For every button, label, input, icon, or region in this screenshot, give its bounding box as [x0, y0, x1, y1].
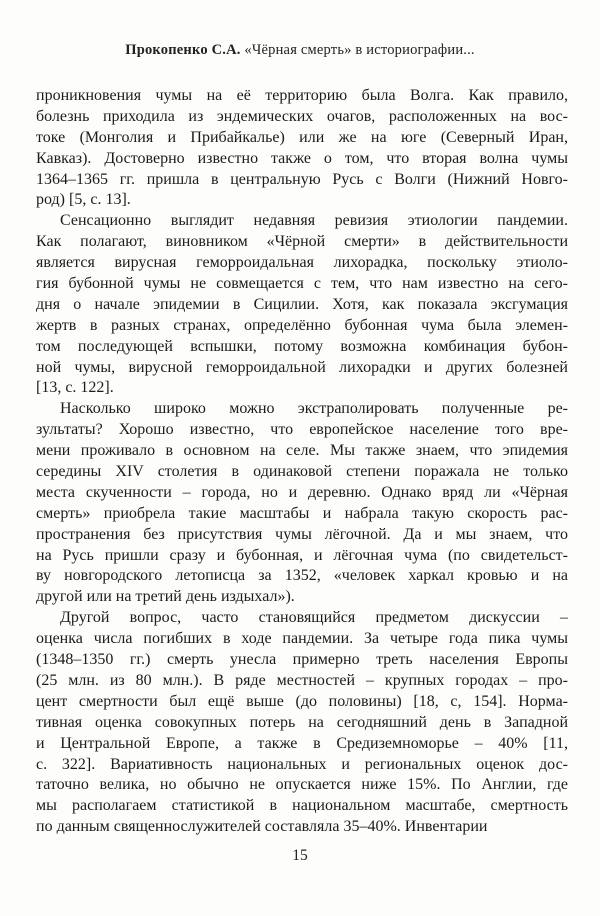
- text-line: род) [5, с. 13].: [36, 191, 131, 209]
- text-line: том последующей вспышки, потому возможна комбинация бубон-: [36, 337, 568, 355]
- text-line: ву новгородского летописца за 1352, «человек харкал кровью и на: [36, 567, 568, 585]
- text-line: (25 млн. из 80 млн.). В ряде местностей – крупных городах – про-: [36, 671, 568, 689]
- text-line: Как полагают, виновником «Чёрной смерти» в действительности: [36, 233, 568, 251]
- text-line: середины XIV столетия в одинаковой степени поражала не только: [36, 463, 568, 481]
- text-line: токе (Монголия и Прибайкалье) или же на юге (Северный Иран,: [36, 128, 568, 146]
- header-author: Прокопенко С.А.: [125, 42, 241, 58]
- text-line: (1348–1350 гг.) смерть унесла примерно треть населения Европы: [36, 651, 568, 669]
- text-line: болезнь приходила из эндемических очагов, расположенных на вос-: [36, 107, 568, 125]
- text-line: смерть» приобрела такие масштабы и набрала такую скорость рас-: [36, 504, 568, 522]
- text-line: места скученности – города, но и деревню. Однако вряд ли «Чёрная: [36, 483, 568, 501]
- text-line: Кавказ). Достоверно известно также о том, что вторая волна чумы: [36, 149, 568, 167]
- text-line: тивная оценка совокупных потерь на сегодняшний день в Западной: [36, 713, 568, 731]
- text-line: является вирусная геморроидальная лихорадка, поскольку этиоло-: [36, 254, 568, 272]
- text-line: другой или на третий день издыхал»).: [36, 588, 295, 606]
- text-line: по данным священнослужителей составляла 35–40%. Инвентарии: [36, 818, 488, 836]
- text-line: жертв в разных странах, определённо бубонная чума была элемен-: [36, 316, 568, 334]
- text-line: с. 322]. Вариативность национальных и региональных оценок дос-: [36, 755, 568, 773]
- text-line: ной чумы, вирусной геморроидальной лихорадки и других болезней: [36, 358, 568, 376]
- text-line: таточно велика, но обычно не опускается ниже 15%. По Англии, где: [36, 776, 568, 794]
- body-text: [36, 86, 568, 838]
- text-line: цент смертности был ещё выше (до половины) [18, с, 154]. Норма-: [36, 692, 568, 710]
- text-line: Другой вопрос, часто становящийся предметом дискуссии –: [60, 609, 568, 627]
- running-header: [0, 41, 600, 59]
- text-line: дня о начале эпидемии в Сицилии. Хотя, как показала эксгумация: [36, 295, 568, 313]
- page-number: 15: [292, 847, 308, 864]
- text-line: гия бубонной чумы не совмещается с тем, что нам известно на сего-: [36, 275, 568, 293]
- text-line: зультаты? Хорошо известно, что европейское население того вре-: [36, 421, 568, 439]
- text-line: оценка числа погибших в ходе пандемии. За четыре года пика чумы: [36, 630, 568, 648]
- text-line: мы располагаем статистикой в национальном масштабе, смертность: [36, 797, 568, 815]
- text-line: проникновения чумы на её территорию была Волга. Как правило,: [36, 87, 568, 104]
- text-line: и Центральной Европе, а также в Средиземноморье – 40% [11,: [36, 734, 568, 752]
- text-line: мени проживало в основном на селе. Мы также знаем, что эпидемия: [36, 442, 568, 460]
- header-title: «Чёрная смерть» в историографии...: [240, 42, 475, 58]
- text-line: на Русь пришли сразу и бубонная, и лёгочная чума (по свидетельст-: [36, 546, 568, 564]
- text-line: Сенсационно выглядит недавняя ревизия этиологии пандемии.: [60, 212, 568, 230]
- text-line: 1364–1365 гг. пришла в центральную Русь с Волги (Нижний Новго-: [36, 170, 568, 188]
- text-line: Насколько широко можно экстраполировать полученные ре-: [60, 400, 568, 418]
- text-line: пространения без присутствия чумы лёгочной. Да и мы знаем, что: [36, 525, 568, 543]
- text-line: [13, с. 122].: [36, 379, 114, 397]
